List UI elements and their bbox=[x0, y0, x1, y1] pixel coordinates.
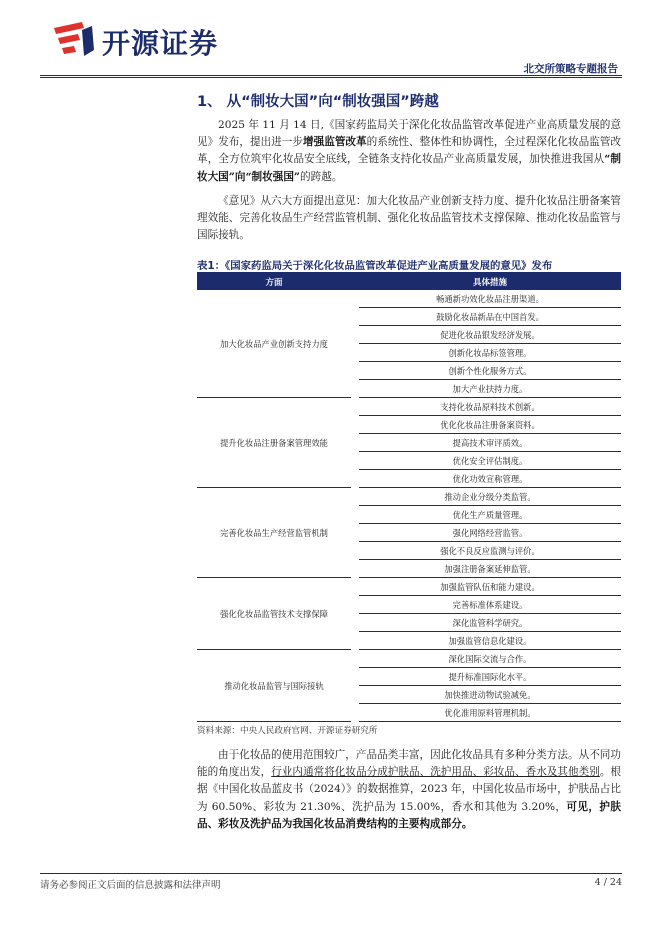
measure-cell: 完善标准体系建设。 bbox=[359, 596, 621, 614]
measure-cell: 推动企业分级分类监管。 bbox=[359, 488, 621, 506]
measure-cell: 提高技术审评质效。 bbox=[359, 434, 621, 452]
aspect-cell: 提升化妆品注册备案管理效能 bbox=[197, 398, 351, 488]
header-divider bbox=[40, 75, 622, 76]
logo-mark-icon bbox=[52, 20, 96, 58]
para3-text-2: 。根据《中国化妆品蓝皮书（2024）》的数据推算，2023 年，中国化妆品市场中，护肤品占比为 60.50%、彩妆为 21.30%、洗护品为 15.00%，香水和其他为 3.20%， bbox=[197, 766, 622, 813]
table-body bbox=[197, 290, 621, 722]
measure-cell: 支持化妆品原料技术创新。 bbox=[359, 398, 621, 416]
measure-cell: 鼓励化妆品新品在中国首发。 bbox=[359, 308, 621, 326]
measure-cell: 加强监管信息化建设。 bbox=[359, 632, 621, 650]
measures-table bbox=[197, 273, 621, 722]
para1-text-2: 的系统性、整体性和协调性，全过程深化化妆品监管改革，全方位筑牢化妆品安全底线，全链条支持化妆品产业高质量发展，加快推进我国从 bbox=[197, 136, 622, 166]
aspect-cell: 完善化妆品生产经营监管机制 bbox=[197, 488, 351, 578]
gap-cell bbox=[351, 650, 359, 722]
measure-cell: 强化不良反应监测与评价。 bbox=[359, 542, 621, 560]
measure-cell: 加大产业扶持力度。 bbox=[359, 380, 621, 398]
aspect-cell: 加大化妆品产业创新支持力度 bbox=[197, 290, 351, 398]
company-logo bbox=[52, 18, 252, 60]
para1-text-1: 2025 年 11 月 14 日,《国家药监局关于深化化妆品监管改革促进产业高质量发展的意见》发布，提出进一步 bbox=[197, 119, 621, 149]
table-source: 资料来源：中央人民政府官网、开源证券研究所 bbox=[197, 726, 378, 736]
gap-cell bbox=[351, 488, 359, 578]
para3-bold-conclusion: 可见，护肤品、彩妆及洗护品为我国化妆品消费结构的主要构成部分。 bbox=[197, 800, 621, 830]
measure-cell: 优化生产质量管理。 bbox=[359, 506, 621, 524]
table-row bbox=[197, 488, 621, 506]
measure-cell: 创新个性化服务方式。 bbox=[359, 362, 621, 380]
header-divider-secondary bbox=[40, 77, 622, 78]
para1-bold-1: 增强监管改革 bbox=[303, 136, 367, 149]
logo-text: 开源证券 bbox=[102, 27, 219, 60]
measure-cell: 强化网络经营监管。 bbox=[359, 524, 621, 542]
para3-text-1: 由于化妆品的使用范围较广，产品品类丰富，因此化妆品具有多种分类方法。从不同功能的角度出发， bbox=[197, 749, 621, 779]
aspect-cell: 强化化妆品监管技术支撑保障 bbox=[197, 578, 351, 650]
table-header-row bbox=[197, 273, 621, 290]
report-type-label: 北交所策略专题报告 bbox=[523, 63, 618, 75]
measure-cell: 深化监管科学研究。 bbox=[359, 614, 621, 632]
gap-cell bbox=[351, 290, 359, 398]
paragraph-six-aspects: 《意见》从六大方面提出意见：加大化妆品产业创新支持力度、提升化妆品注册备案管理效能、完善化妆品生产经营监管机制、强化化妆品监管技术支撑保障、推动化妆品监管与国际接轨。 bbox=[197, 195, 621, 242]
table-row bbox=[197, 578, 621, 596]
paragraph-intro bbox=[197, 117, 621, 186]
header-measures: 具体措施 bbox=[359, 273, 621, 290]
table-row bbox=[197, 650, 621, 668]
measure-cell: 优化安全评估制度。 bbox=[359, 452, 621, 470]
measure-cell: 畅通新功效化妆品注册渠道。 bbox=[359, 290, 621, 308]
measure-cell: 加强监管队伍和能力建设。 bbox=[359, 578, 621, 596]
table-row bbox=[197, 290, 621, 308]
para1-text-3: 的跨越。 bbox=[300, 170, 343, 183]
gap-cell bbox=[351, 398, 359, 488]
measure-cell: 优化准用原料管理机制。 bbox=[359, 704, 621, 722]
table-row bbox=[197, 398, 621, 416]
measure-cell: 优化化妆品注册备案资料。 bbox=[359, 416, 621, 434]
measure-cell: 促进化妆品银发经济发展。 bbox=[359, 326, 621, 344]
gap-cell bbox=[351, 578, 359, 650]
table-title: 表1：《国家药监局关于深化化妆品监管改革促进产业高质量发展的意见》发布 bbox=[197, 260, 553, 272]
measure-cell: 深化国际交流与合作。 bbox=[359, 650, 621, 668]
footer-divider bbox=[40, 873, 622, 874]
page-number: 4 / 24 bbox=[594, 877, 622, 888]
measure-cell: 提升标准国际化水平。 bbox=[359, 668, 621, 686]
measure-cell: 加强注册备案延伸监管。 bbox=[359, 560, 621, 578]
measure-cell: 加快推进动物试验减免。 bbox=[359, 686, 621, 704]
para1-bold-2: “制妆大国”向“制妆强国” bbox=[197, 153, 621, 183]
header-aspect: 方面 bbox=[197, 273, 351, 290]
aspect-cell: 推动化妆品监管与国际接轨 bbox=[197, 650, 351, 722]
footer-disclaimer: 请务必参阅正文后面的信息披露和法律声明 bbox=[40, 880, 221, 891]
header-gap bbox=[351, 273, 359, 290]
para3-underlined: 行业内通常将化妆品分成护肤品、洗护用品、彩妆品、香水及其他类别 bbox=[271, 766, 600, 779]
paragraph-classification bbox=[197, 747, 621, 833]
measure-cell: 创新化妆品标签管理。 bbox=[359, 344, 621, 362]
section-title: 1、 从“制妆大国”向“制妆强国”跨越 bbox=[197, 94, 439, 110]
measure-cell: 优化功效宣称管理。 bbox=[359, 470, 621, 488]
